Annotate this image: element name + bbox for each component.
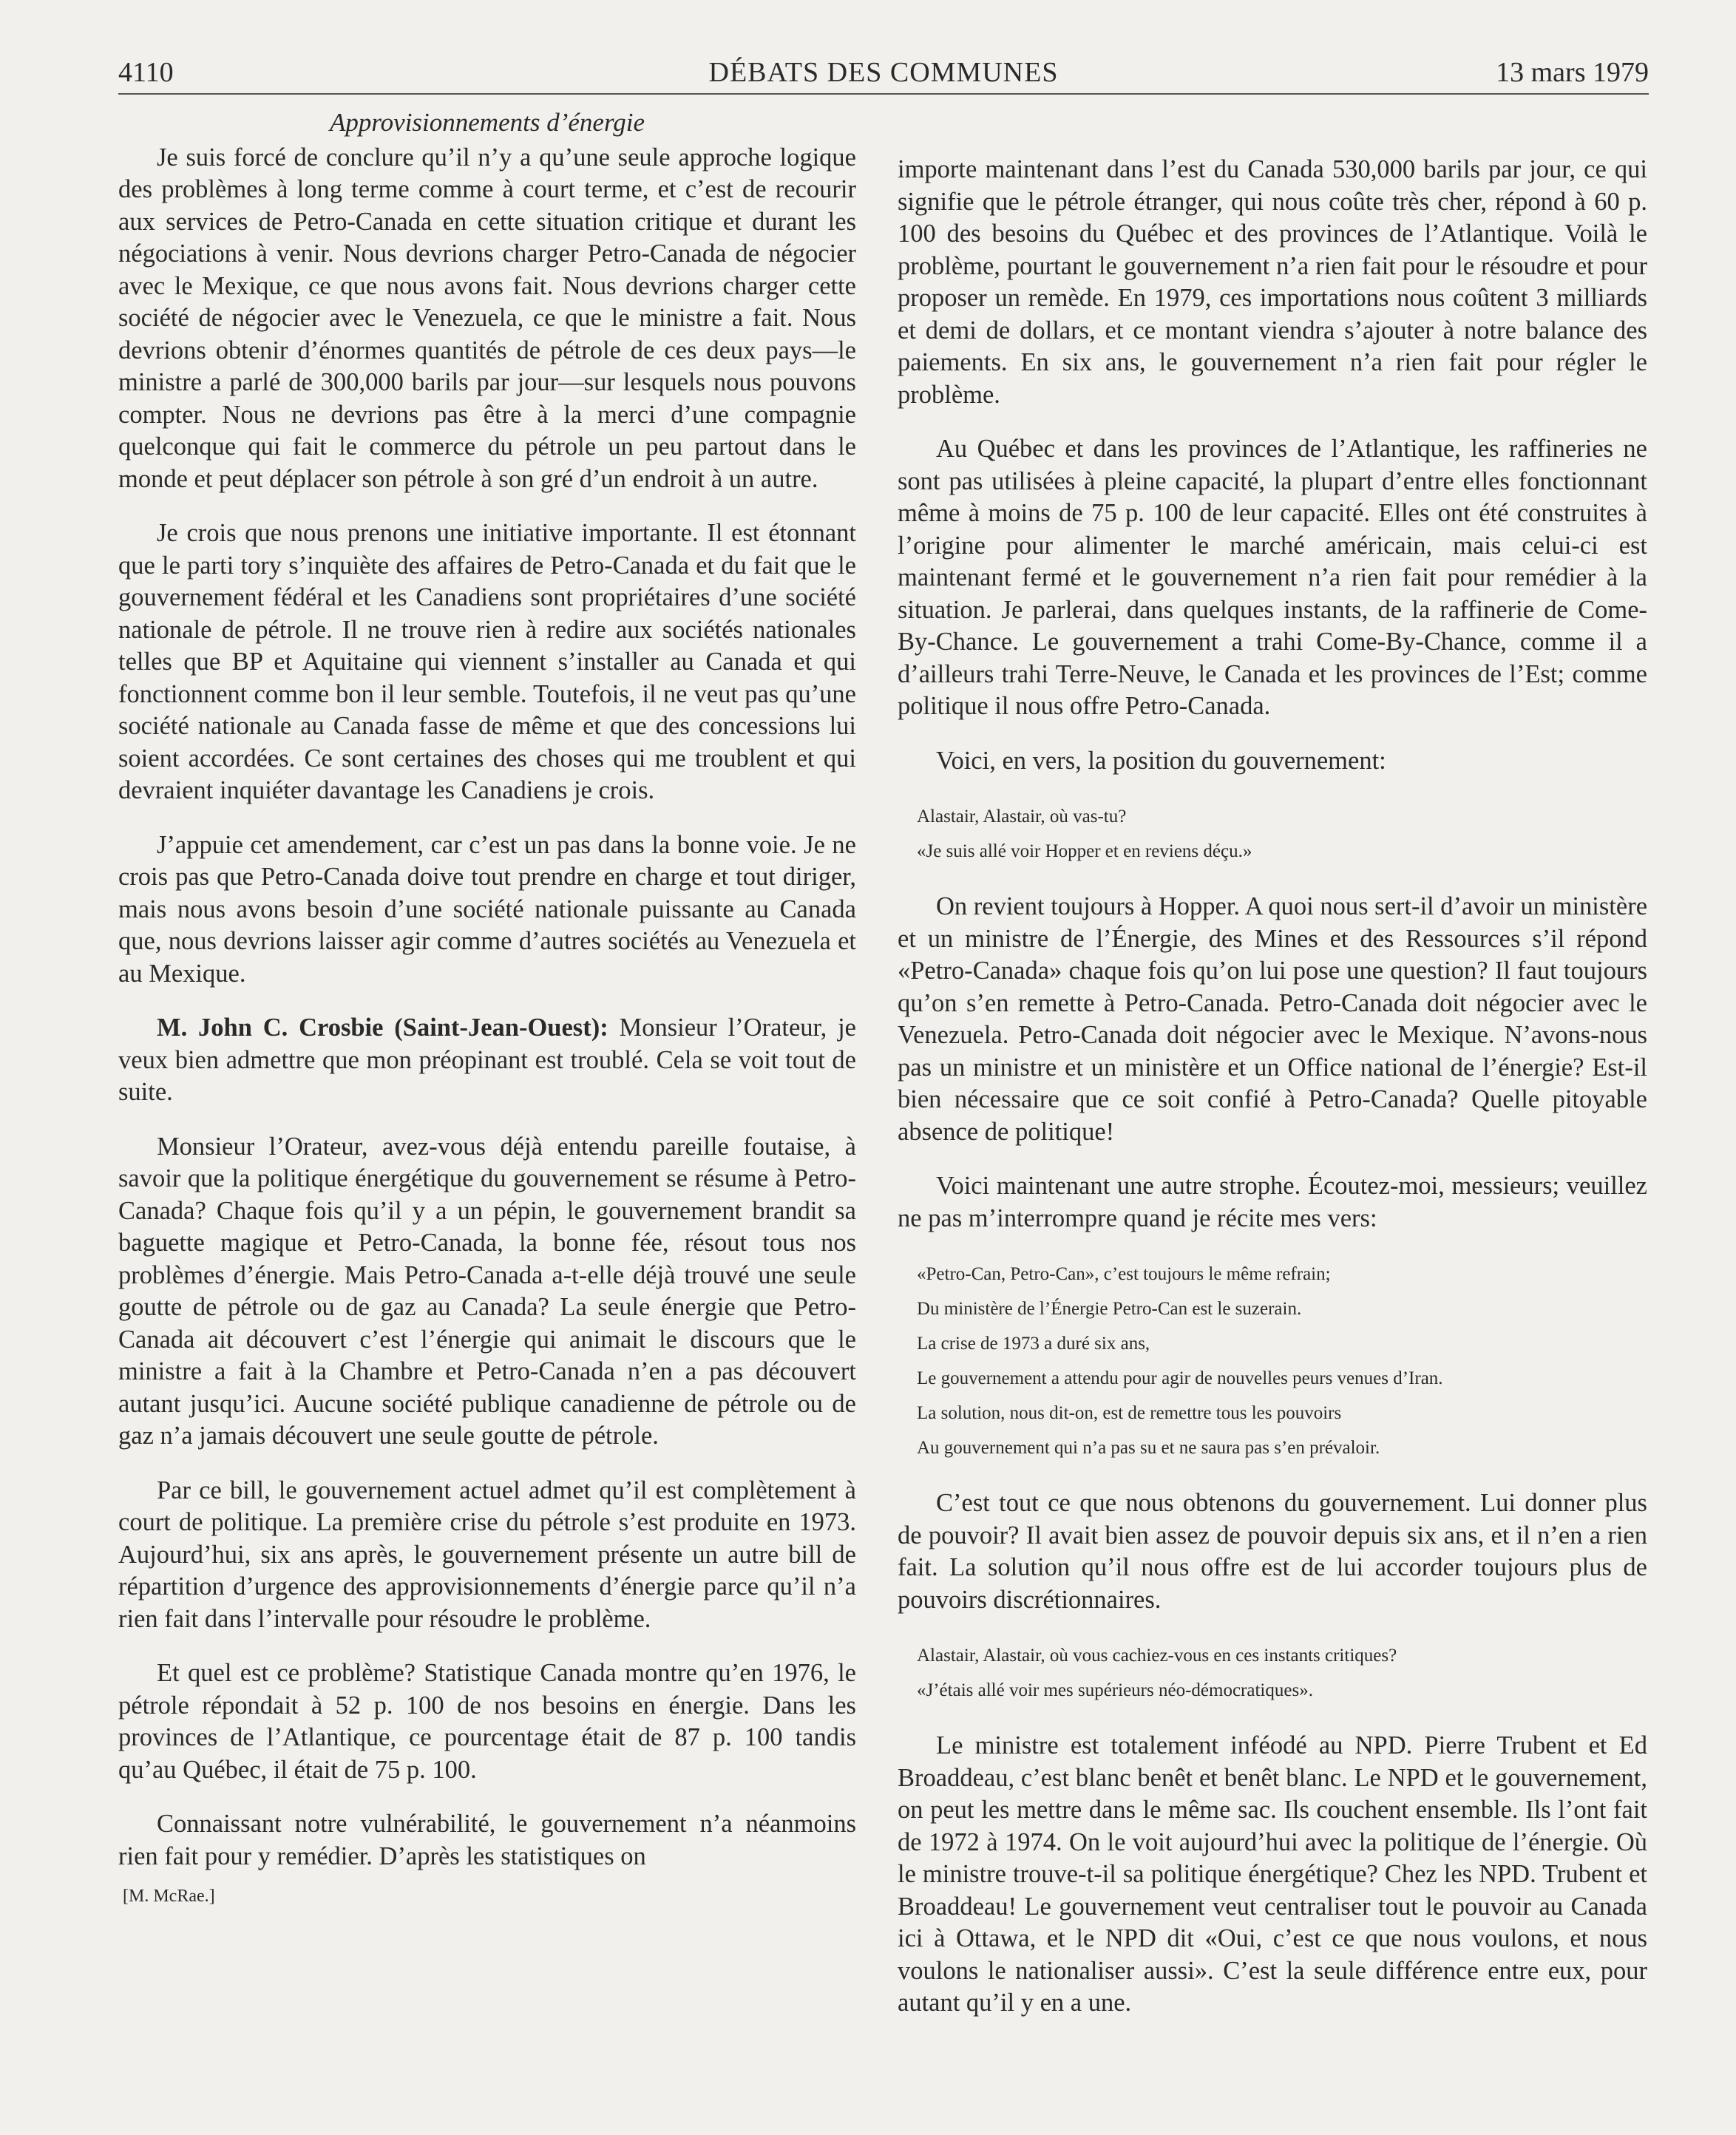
verse-line: La crise de 1973 a duré six ans, [917,1334,1150,1354]
paragraph: Et quel est ce problème? Statistique Canada montre qu’en 1976, le pétrole répondait à 52 p. 100 de nos besoins en énergie. Dans les provinces de l’Atlantique, ce pourcentage était de 87 p. 100 tandis qu’au Québec, il était de 75 p. 100. [118,1659,856,1784]
paragraph: Le ministre est totalement inféodé au NPD. Pierre Trubent et Ed Broaddeau, c’est blanc benêt et benêt blanc. Le NPD et le gouvernement, on peut les mettre dans le même sac. Ils couchent ensemble. Ils l’ont fait de 1972 à 1974. On le voit aujourd’hui avec la politique de l’énergie. Où le ministre trouve-t-il sa politique énergétique? Chez les NPD. Trubent et Broaddeau! Le gouvernement veut centraliser tout le pouvoir au Canada ici à Ottawa, et le NPD dit «Oui, c’est ce que nous voulons, et nous voulons le nationaliser aussi». C’est la seule différence entre eux, pour autant qu’il y en a une. [898,1731,1647,2017]
speaker-name: M. John C. Crosbie (Saint-Jean-Ouest): [157,1014,608,1042]
page-date: 13 mars 1979 [1496,57,1649,88]
verse-line: «J’étais allé voir mes supérieurs néo-démocratiques». [917,1680,1313,1700]
paragraph: Je crois que nous prenons une initiative importante. Il est étonnant que le parti tory s’inquiète des affaires de Petro-Canada et du fait que le gouvernement fédéral et les Canadiens sont propriétaires d’une société nationale de pétrole. Il ne trouve rien à redire aux sociétés nationales telles que BP et Aquitaine qui viennent s’installer au Canada et qui fonctionnent comme bon il leur semble. Toutefois, il ne veut pas qu’une société nationale au Canada fasse de même et que des concessions lui soient accordées. Ce sont certaines des choses qui me troublent et qui devraient inquiéter davantage les Canadiens je crois. [118,519,856,804]
paragraph: J’appuie cet amendement, car c’est un pas dans la bonne voie. Je ne crois pas que Petro-Canada doive tout prendre en charge et tout diriger, mais nous avons besoin d’une société nationale puissante au Canada que, nous devrions laisser agir comme d’autres sociétés au Venezuela et au Mexique. [118,830,856,988]
verse-line: Du ministère de l’Énergie Petro-Can est le suzerain. [917,1299,1302,1319]
attribution: [M. McRae.] [123,1887,215,1906]
page-number: 4110 [118,57,174,88]
speaker-text: Monsieur l’Orateur, je veux bien admettre que mon préopinant est troublé. Cela se voit tout de suite. [118,1014,856,1106]
paragraph: Monsieur l’Orateur, avez-vous déjà entendu pareille foutaise, à savoir que la politique énergétique du gouvernement se résume à Petro-Canada? Chaque fois qu’il y a un pépin, le gouvernement brandit sa baguette magique et Petro-Canada, la bonne fée, résout tous nos problèmes d’énergie. Mais Petro-Canada a-t-elle déjà trouvé une seule goutte de pétrole ou de gaz au Canada? La seule énergie que Petro-Canada ait découvert c’est l’énergie qui animait le discours que le ministre a fait à la Chambre et Petro-Canada n’en a pas découvert autant jusqu’ici. Aucune société publique canadienne de pétrole ou de gaz n’a jamais découvert une seule goutte de pétrole. [118,1132,856,1450]
verse-line: «Petro-Can, Petro-Can», c’est toujours le même refrain; [917,1264,1331,1284]
verse-line: La solution, nous dit-on, est de remettre tous les pouvoirs [917,1403,1342,1423]
verse-line: Alastair, Alastair, où vous cachiez-vous en ces instants critiques? [917,1646,1397,1666]
paragraph: Connaissant notre vulnérabilité, le gouvernement n’a néanmoins rien fait pour y remédier. D’après les statistiques on [118,1810,856,1870]
paragraph: importe maintenant dans l’est du Canada 530,000 barils par jour, ce qui signifie que le pétrole étranger, qui nous coûte très cher, répond à 60 p. 100 des besoins du Québec et des provinces de l’Atlantique. Voilà le problème, pourtant le gouvernement n’a rien fait pour le résoudre et pour proposer un remède. En 1979, ces importations nous coûtent 3 milliards et demi de dollars, et ce montant viendra s’ajouter à notre balance des paiements. En six ans, le gouvernement n’a rien fait pour régler le problème. [898,155,1647,409]
right-column [898,154,1647,2042]
page-header [118,55,1649,95]
verse-line: Le gouvernement a attendu pour agir de nouvelles peurs venues d’Iran. [917,1368,1443,1388]
section-title: Approvisionnements d’énergie [329,108,645,137]
verse-line: «Je suis allé voir Hopper et en reviens déçu.» [917,841,1252,861]
paragraph: Je suis forcé de conclure qu’il n’y a qu’une seule approche logique des problèmes à long terme comme à court terme, et c’est de recourir aux services de Petro-Canada en cette situation critique et durant les négociations à venir. Nous devrions charger Petro-Canada de négocier avec le Mexique, ce que nous avons fait. Nous devrions charger cette société de négocier avec le Venezuela, ce que le ministre a fait. Nous devrions obtenir d’énormes quantités de pétrole de ces deux pays—le ministre a parlé de 300,000 barils par jour—sur lesquels nous pouvons compter. Nous ne devrions pas être à la merci d’une compagnie quelconque qui fait le commerce du pétrole un peu partout dans le monde et peut déplacer son pétrole à son gré d’un endroit à un autre. [118,143,856,493]
verse [898,1257,1647,1465]
paragraph: On revient toujours à Hopper. A quoi nous sert-il d’avoir un ministère et un ministre de l’Énergie, des Mines et des Ressources s’il répond «Petro-Canada» chaque fois qu’on lui pose une question? Il faut toujours qu’on s’en remette à Petro-Canada. Petro-Canada doit négocier avec le Venezuela. Petro-Canada doit négocier avec le Mexique. N’avons-nous pas un ministre et un ministère et un Office national de l’énergie? Est-il bien nécessaire que ce soit confié à Petro-Canada? Quelle pitoyable absence de politique! [898,892,1648,1146]
speaker-paragraph [118,1012,856,1109]
verse-line: Alastair, Alastair, où vas-tu? [917,807,1127,826]
verse [898,1638,1647,1708]
paragraph: Voici maintenant une autre strophe. Écoutez-moi, messieurs; veuillez ne pas m’interrompre quand je récite mes vers: [898,1172,1647,1232]
left-column [118,106,856,1908]
publication-title: DÉBATS DES COMMUNES [708,57,1059,88]
verse-line: Au gouvernement qui n’a pas su et ne saura pas s’en prévaloir. [917,1438,1380,1458]
paragraph: C’est tout ce que nous obtenons du gouvernement. Lui donner plus de pouvoir? Il avait bien assez de pouvoir depuis six ans, et il n’en a rien fait. La solution qu’il nous offre est de lui accorder toujours plus de pouvoirs discrétionnaires. [898,1489,1647,1614]
paragraph: Voici, en vers, la position du gouvernement: [936,746,1386,775]
paragraph: Par ce bill, le gouvernement actuel admet qu’il est complètement à court de politique. La première crise du pétrole s’est produite en 1973. Aujourd’hui, six ans après, le gouvernement présente un autre bill de répartition d’urgence des approvisionnements d’énergie parce qu’il n’a rien fait dans l’intervalle pour résoudre le problème. [118,1476,856,1633]
paragraph: Au Québec et dans les provinces de l’Atlantique, les raffineries ne sont pas utilisées à pleine capacité, la plupart d’entre elles fonctionnant même à moins de 75 p. 100 de leur capacité. Elles ont été construites à l’origine pour alimenter le marché américain, mais celui-ci est maintenant fermé et le gouvernement n’a rien fait pour remédier à la situation. Je parlerai, dans quelques instants, de la raffinerie de Come-By-Chance. Le gouvernement a trahi Come-By-Chance, comme il a d’ailleurs trahi Terre-Neuve, le Canada et les provinces de l’Est; comme politique il nous offre Petro-Canada. [898,435,1647,720]
verse [898,799,1647,869]
